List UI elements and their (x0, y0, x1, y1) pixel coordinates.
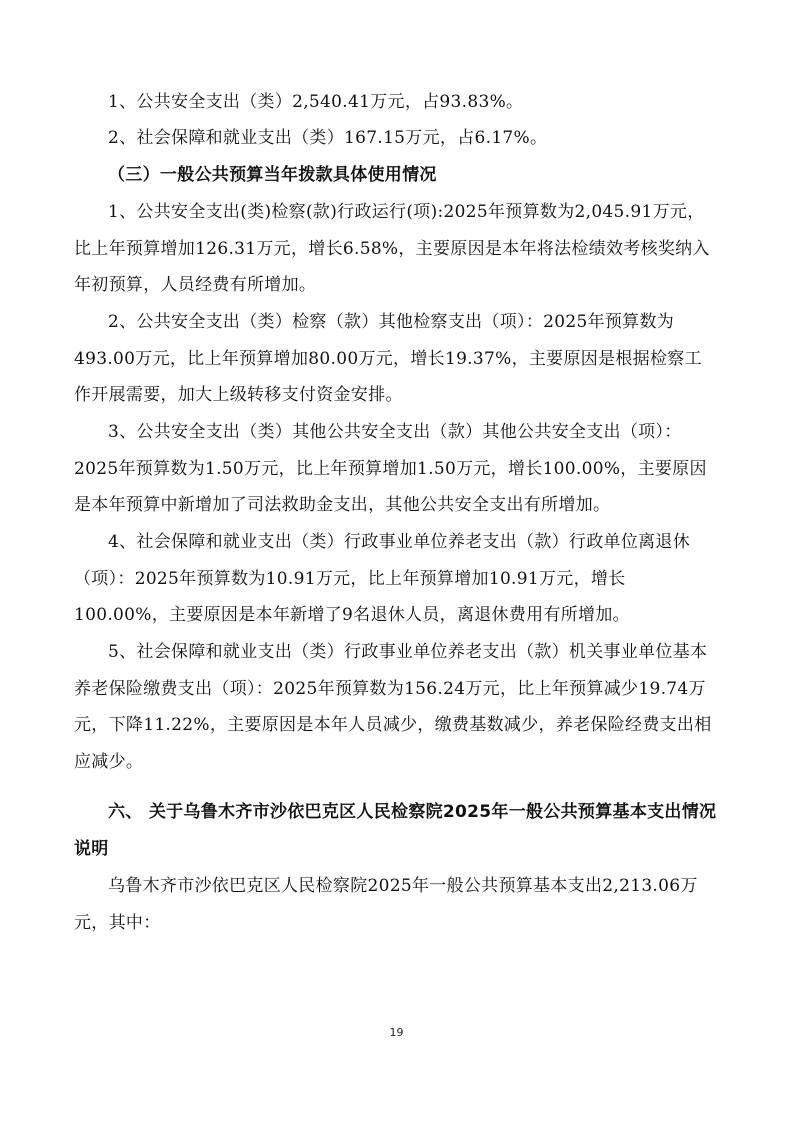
paragraph-usage-4: 4、社会保障和就业支出（类）行政事业单位养老支出（款）行政单位离退休（项）：2025年预算数为10.91万元，比上年预算增加10.91万元，增长100.00%，主要原因是本年新增了9名退休人员，离退休费用有所增加。 (74, 532, 691, 625)
paragraph-usage-3: 3、公共安全支出（类）其他公共安全支出（款）其他公共安全支出（项）：2025年预算数为1.50万元，比上年预算增加1.50万元，增长100.00%，主要原因是本年预算中新增加了司法救助金支出，其他公共安全支出有所增加。 (74, 422, 707, 515)
paragraph-usage-2: 2、公共安全支出（类）检察（款）其他检察支出（项）：2025年预算数为493.00万元，比上年预算增加80.00万元，增长19.37%，主要原因是根据检察工作开展需要，加大上级转移支付资金安排。 (74, 312, 702, 405)
paragraph-item-1: 1、公共安全支出（类）2,540.41万元，占93.83%。 (108, 92, 524, 112)
paragraph-usage-1: 1、公共安全支出(类)检察(款)行政运行(项):2025年预算数为2,045.91万元，比上年预算增加126.31万元，增长6.58%，主要原因是本年将法检绩效考核奖纳入年初预算，人员经费有所增加。 (74, 202, 710, 295)
section-heading-3: （三）一般公共预算当年拨款具体使用情况 (108, 165, 437, 185)
paragraph-basic-expenditure: 乌鲁木齐市沙依巴克区人民检察院2025年一般公共预算基本支出2,213.06万元，其中： (74, 876, 698, 933)
paragraph-item-2: 2、社会保障和就业支出（类）167.15万元，占6.17%。 (108, 128, 548, 148)
page-number: 19 (389, 1026, 404, 1039)
paragraph-usage-5: 5、社会保障和就业支出（类）行政事业单位养老支出（款）机关事业单位基本养老保险缴费支出（项）：2025年预算数为156.24万元，比上年预算减少19.74万元，下降11.22%，主要原因是本年人员减少，缴费基数减少，养老保险经费支出相应减少。 (74, 642, 712, 772)
section-heading-6: 六、 关于乌鲁木齐市沙依巴克区人民检察院2025年一般公共预算基本支出情况说明 (74, 802, 717, 859)
